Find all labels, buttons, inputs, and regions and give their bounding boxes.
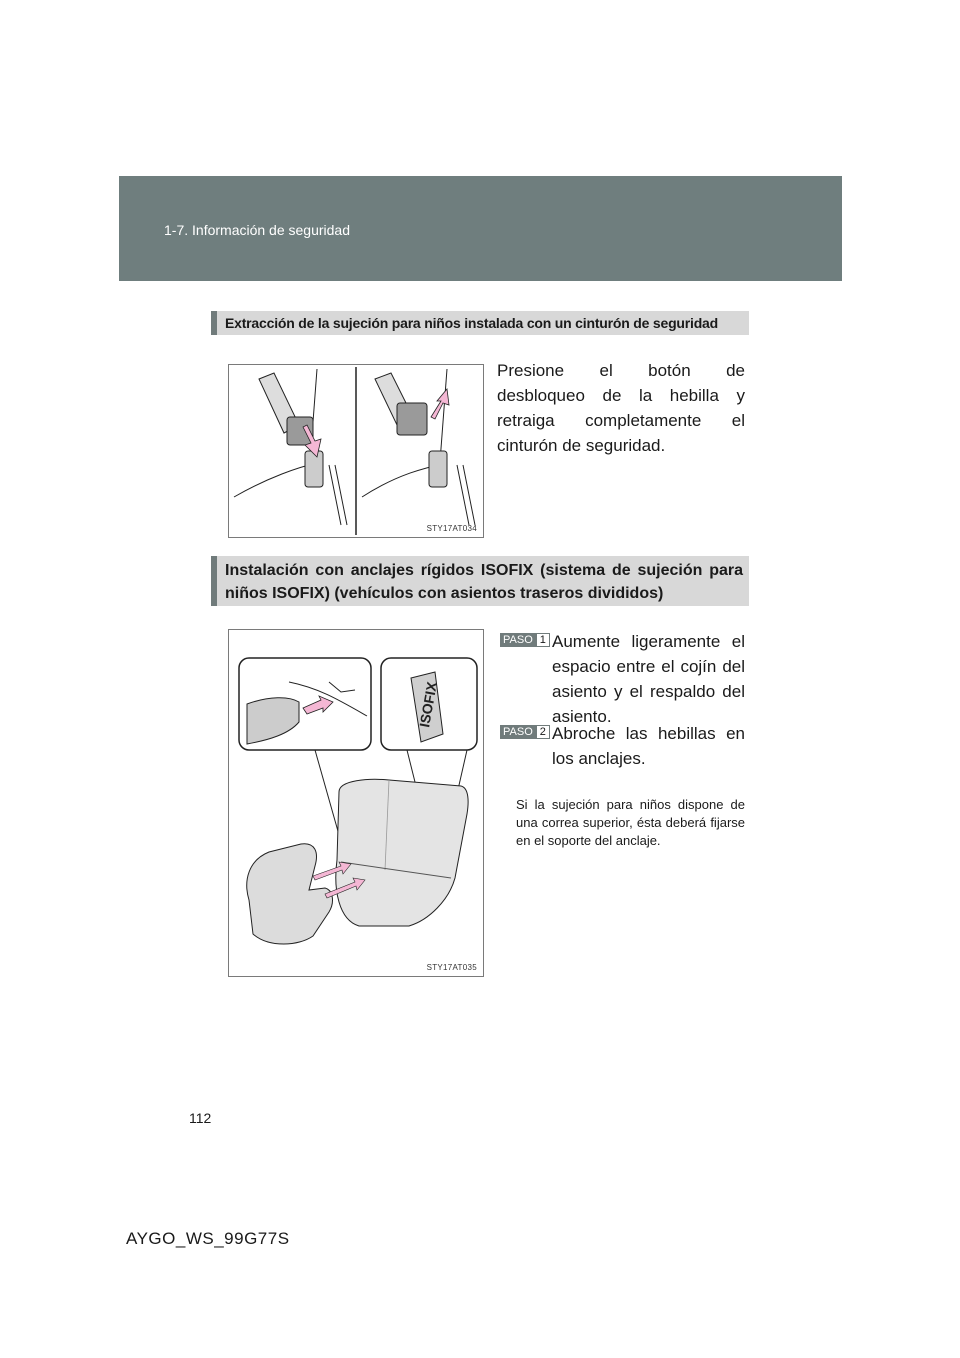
figure-seatbelt-release [228, 364, 484, 538]
page-number: 112 [189, 1110, 212, 1126]
step-badge-word: PASO [500, 633, 536, 647]
document-code: AYGO_WS_99G77S [126, 1229, 290, 1248]
step-badge-number: 1 [536, 633, 550, 647]
figure-isofix-installation [228, 629, 484, 977]
step-badge-number: 2 [536, 725, 550, 739]
isofix-installation-illustration [229, 630, 483, 976]
section-title: 1-7. Información de seguridad [164, 222, 350, 238]
isofix-label: ISOFIX [416, 680, 440, 729]
seatbelt-release-illustration [229, 365, 483, 537]
section-heading-isofix: Instalación con anclajes rígidos ISOFIX (sistema de sujeción para niños ISOFIX) (vehículos con asientos traseros divididos) [211, 556, 749, 606]
step-badge [500, 725, 550, 739]
step-1 [500, 629, 745, 729]
step-text: Aumente ligeramente el espacio entre el cojín del asiento y el respaldo del asiento. [552, 632, 745, 726]
section-heading-removal: Extracción de la sujeción para niños instalada con un cinturón de seguridad [211, 311, 749, 335]
top-tether-note: Si la sujeción para niños dispone de una correa superior, ésta deberá fijarse en el soporte del anclaje. [516, 797, 745, 848]
figure-code: STY17AT034 [426, 524, 477, 533]
step-text: Abroche las hebillas en los anclajes. [552, 724, 745, 768]
step-2 [500, 721, 745, 771]
removal-instruction: Presione el botón de desbloqueo de la hebilla y retraiga completamente el cinturón de seguridad. [497, 361, 745, 455]
step-badge [500, 633, 550, 647]
step-badge-word: PASO [500, 725, 536, 739]
figure-code: STY17AT035 [426, 963, 477, 972]
